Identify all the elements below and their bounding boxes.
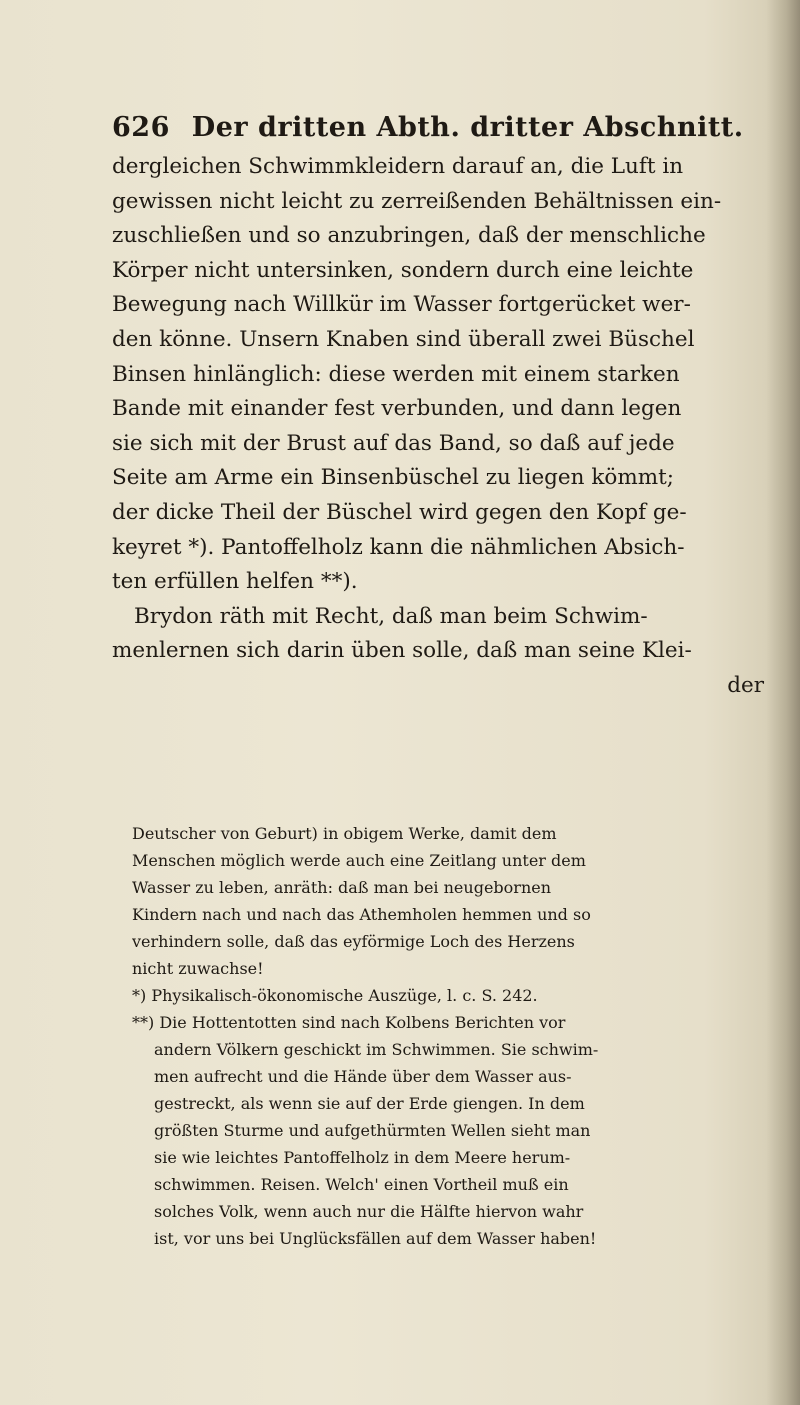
footnote-double-star: **) Die Hottentotten sind nach Kolbens Berichten vor xyxy=(132,1013,566,1032)
footnote-line: größten Sturme und aufgethürmten Wellen sieht man xyxy=(154,1121,591,1140)
text-line: Bewegung nach Willkür im Wasser fortgerücket wer- xyxy=(112,292,691,318)
text-line: Brydon räth mit Recht, daß man beim Schwim- xyxy=(134,603,648,629)
footnotes xyxy=(132,820,772,1252)
text-line: sie sich mit der Brust auf das Band, so daß auf jede xyxy=(112,430,675,456)
text-line: Körper nicht untersinken, sondern durch eine leichte xyxy=(112,257,694,283)
footnote-line: Wasser zu leben, anräth: daß man bei neugebornen xyxy=(132,878,552,897)
footnote-line: Menschen möglich werde auch eine Zeitlang unter dem xyxy=(132,851,586,870)
text-line: Bande mit einander fest verbunden, und dann legen xyxy=(112,396,682,422)
text-line: gewissen nicht leicht zu zerreißenden Behältnissen ein- xyxy=(112,188,722,214)
footnote-line: Kindern nach und nach das Athemholen hemmen und so xyxy=(132,905,591,924)
page-number: 626 xyxy=(112,112,170,143)
footnote-line: schwimmen. Reisen. Welch' einen Vortheil muß ein xyxy=(154,1175,569,1194)
footnote-line: solches Volk, wenn auch nur die Hälfte hiervon wahr xyxy=(154,1202,584,1221)
footnote-line: nicht zuwachse! xyxy=(132,959,264,978)
footnote-line: men aufrecht und die Hände über dem Wasser aus- xyxy=(154,1067,572,1086)
page-header xyxy=(112,112,752,143)
text-line: menlernen sich darin üben solle, daß man seine Klei- xyxy=(112,638,692,664)
main-text xyxy=(112,150,772,704)
text-line: ten erfüllen helfen **). xyxy=(112,569,358,595)
running-title: Der dritten Abth. dritter Abschnitt. xyxy=(191,112,744,143)
text-line: Binsen hinlänglich: diese werden mit einem starken xyxy=(112,361,680,387)
text-line: den könne. Unsern Knaben sind überall zwei Büschel xyxy=(112,326,695,352)
footnote-line: andern Völkern geschickt im Schwimmen. Sie schwim- xyxy=(154,1040,599,1059)
catchword: der xyxy=(727,672,764,698)
text-line: dergleichen Schwimmkleidern darauf an, die Luft in xyxy=(112,154,684,179)
footnote-star: *) Physikalisch-ökonomische Auszüge, l. c. S. 242. xyxy=(132,986,538,1005)
footnote-line: verhindern solle, daß das eyförmige Loch des Herzens xyxy=(132,932,575,951)
text-line: keyret *). Pantoffelholz kann die nähmlichen Absich- xyxy=(112,534,685,560)
footnote-line: sie wie leichtes Pantoffelholz in dem Meere herum- xyxy=(154,1148,571,1167)
text-line: der dicke Theil der Büschel wird gegen den Kopf ge- xyxy=(112,499,687,525)
footnote-line: ist, vor uns bei Unglücksfällen auf dem Wasser haben! xyxy=(154,1229,597,1248)
text-line: Seite am Arme ein Binsenbüschel zu liegen kömmt; xyxy=(112,465,674,491)
footnote-line: Deutscher von Geburt) in obigem Werke, damit dem xyxy=(132,824,557,843)
footnote-line: gestreckt, als wenn sie auf der Erde giengen. In dem xyxy=(154,1094,585,1113)
text-line: zuschließen und so anzubringen, daß der menschliche xyxy=(112,223,706,249)
